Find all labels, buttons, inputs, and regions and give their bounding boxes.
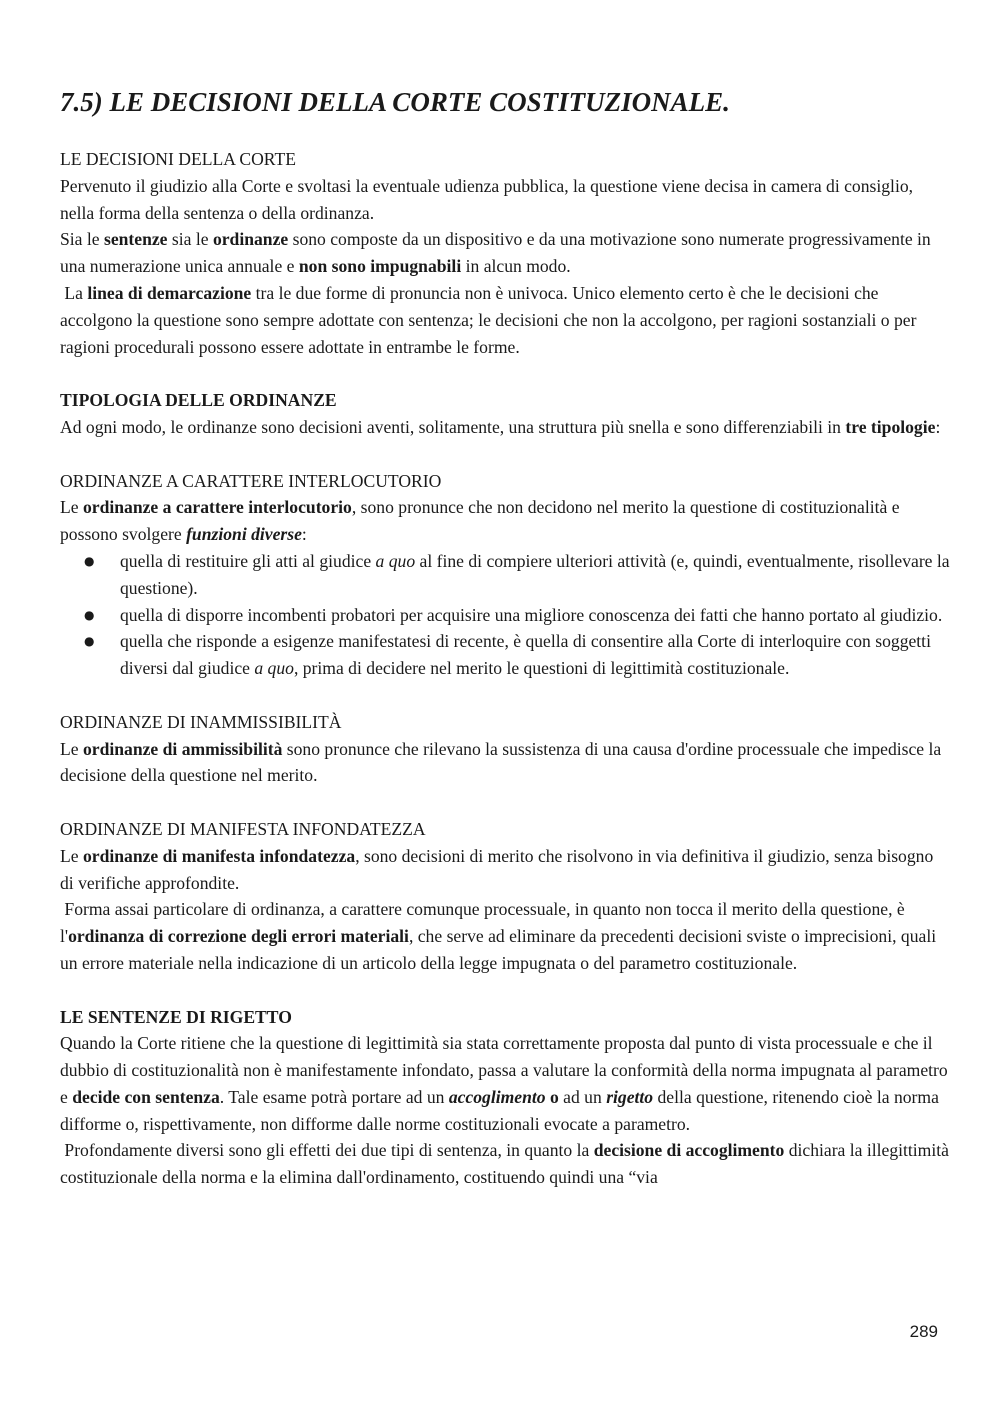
- paragraph: [60, 280, 950, 360]
- italic-text: a quo: [375, 550, 416, 571]
- text-run: Sia le: [60, 229, 104, 250]
- section-heading: TIPOLOGIA DELLE ORDINANZE: [60, 390, 337, 411]
- text-run: . Tale esame potrà portare ad un: [219, 1086, 449, 1107]
- bold-text: ordinanze: [212, 229, 289, 250]
- text-run: , prima di decidere nel merito le questioni di legittimità costituzionale.: [293, 658, 790, 679]
- section-heading: ORDINANZE A CARATTERE INTERLOCUTORIO: [60, 470, 442, 491]
- text-run: quella di restituire gli atti al giudice: [120, 550, 376, 571]
- text-run: Le: [60, 738, 83, 759]
- paragraph: [60, 843, 950, 897]
- text-run: Forma assai particolare di ordinanza, a carattere comunque processuale, in quanto non tocca il merito della questione, è l': [60, 899, 910, 947]
- bullet-icon: ●: [84, 634, 95, 649]
- text-run: Ad ogni modo, le ordinanze sono decisioni aventi, solitamente, una struttura più snella e sono differenziabili in: [60, 416, 846, 437]
- bold-text: decide con sentenza: [72, 1086, 220, 1107]
- bold-text: ordinanza di correzione degli errori materiali: [68, 926, 409, 947]
- text-run: quella di disporre incombenti probatori per acquisire una migliore conoscenza dei fatti che hanno portato al giudizio.: [120, 604, 943, 625]
- bold-text: decisione di accoglimento: [593, 1140, 785, 1161]
- list-item: [84, 628, 950, 682]
- text-run: al fine di compiere ulteriori attività (e, quindi, eventualmente, risollevare la questione).: [120, 550, 950, 598]
- bullet-icon: ●: [84, 607, 95, 622]
- text-run: :: [301, 524, 307, 545]
- bold-text: non sono impugnabili: [298, 256, 462, 277]
- bold-text: sentenze: [103, 229, 168, 250]
- text-run: sono composte da un dispositivo e da una motivazione sono numerate progressivamente in una numerazione unica annuale e: [60, 229, 931, 277]
- bold-text: ordinanze a carattere interlocutorio: [82, 497, 352, 518]
- text-run: , che serve ad eliminare da precedenti decisioni sviste o imprecisioni, quali un errore materiale nella indicazione di un articolo della legge impugnata o del parametro costituzionale.: [60, 926, 937, 973]
- paragraph: [60, 494, 950, 548]
- text-run: Pervenuto il giudizio alla Corte e svoltasi la eventuale udienza pubblica, la questione viene decisa in camera di consiglio, nella forma della sentenza o della ordinanza.: [60, 175, 914, 223]
- text-run: Le: [60, 845, 83, 866]
- bold-text: linea di demarcazione: [87, 282, 252, 303]
- text-run: sono pronunce che rilevano la sussistenza di una causa d'ordine processuale che impedisce la decisione della questione nel merito.: [60, 738, 942, 786]
- list-item: [84, 548, 950, 602]
- text-run: dichiara la illegittimità costituzionale della norma e la elimina dall'ordinamento, costituendo quindi una “via: [60, 1140, 949, 1188]
- paragraph: [60, 896, 950, 976]
- section-heading: LE SENTENZE DI RIGETTO: [60, 1006, 292, 1027]
- italic-text: a quo: [254, 658, 294, 679]
- text-run: della questione, ritenendo cioè la norma difforme o, rispettivamente, non difforme dalle norme costituzionali evocate a parametro.: [60, 1086, 939, 1134]
- text-run: Quando la Corte ritiene che la questione di legittimità sia stata correttamente proposta dal punto di vista processuale e che il dubbio di costituzionalità non è manifestamente infondato, passa a valutare la conformità della norma impugnata al parametro e: [60, 1033, 948, 1107]
- paragraph: [60, 414, 950, 441]
- text-run: ad un: [558, 1086, 607, 1107]
- text-run: Le: [60, 497, 83, 518]
- list-item: [84, 602, 950, 629]
- text-run: tra le due forme di pronuncia non è univoca. Unico elemento certo è che le decisioni che accolgono la questione sono sempre adottate con sentenza; le decisioni che non la accolgono, per ragioni sostanziali o per ragioni procedurali possono essere adottate in entrambe le forme.: [60, 282, 917, 357]
- bullet-list: [60, 548, 950, 682]
- bold-text: ordinanze di ammissibilità: [82, 738, 283, 759]
- paragraph: [60, 1030, 950, 1137]
- page-title: 7.5) LE DECISIONI DELLA CORTE COSTITUZIONALE.: [60, 87, 730, 117]
- section-heading: ORDINANZE DI INAMMISSIBILITÀ: [60, 711, 342, 732]
- bold-text: ordinanze di manifesta infondatezza: [82, 845, 356, 866]
- bold-italic-text: rigetto: [606, 1086, 654, 1107]
- paragraph: [60, 226, 950, 280]
- bold-text: o: [545, 1086, 559, 1107]
- text-run: La: [60, 282, 88, 303]
- bold-italic-text: accoglimento: [448, 1086, 546, 1107]
- text-run: Profondamente diversi sono gli effetti dei due tipi di sentenza, in quanto la: [60, 1140, 594, 1161]
- text-run: , sono pronunce che non decidono nel merito la questione di costituzionalità e possono svolgere: [60, 497, 900, 545]
- section-heading: ORDINANZE DI MANIFESTA INFONDATEZZA: [60, 818, 426, 839]
- document-body: [60, 146, 950, 1191]
- text-run: sia le: [167, 229, 213, 250]
- bold-text: tre tipologie: [845, 416, 936, 437]
- bold-italic-text: funzioni diverse: [186, 524, 302, 545]
- paragraph: [60, 173, 950, 227]
- bullet-icon: ●: [84, 553, 95, 568]
- paragraph: [60, 736, 950, 790]
- text-run: in alcun modo.: [461, 256, 571, 277]
- section-heading: LE DECISIONI DELLA CORTE: [60, 149, 296, 169]
- text-run: quella che risponde a esigenze manifestatesi di recente, è quella di consentire alla Corte di interloquire con soggetti diversi dal giudice: [120, 631, 931, 679]
- page-number: 289: [909, 1322, 938, 1341]
- text-run: :: [935, 416, 941, 437]
- text-run: , sono decisioni di merito che risolvono in via definitiva il giudizio, senza bisogno di verifiche approfondite.: [60, 845, 934, 893]
- paragraph: [60, 1137, 950, 1191]
